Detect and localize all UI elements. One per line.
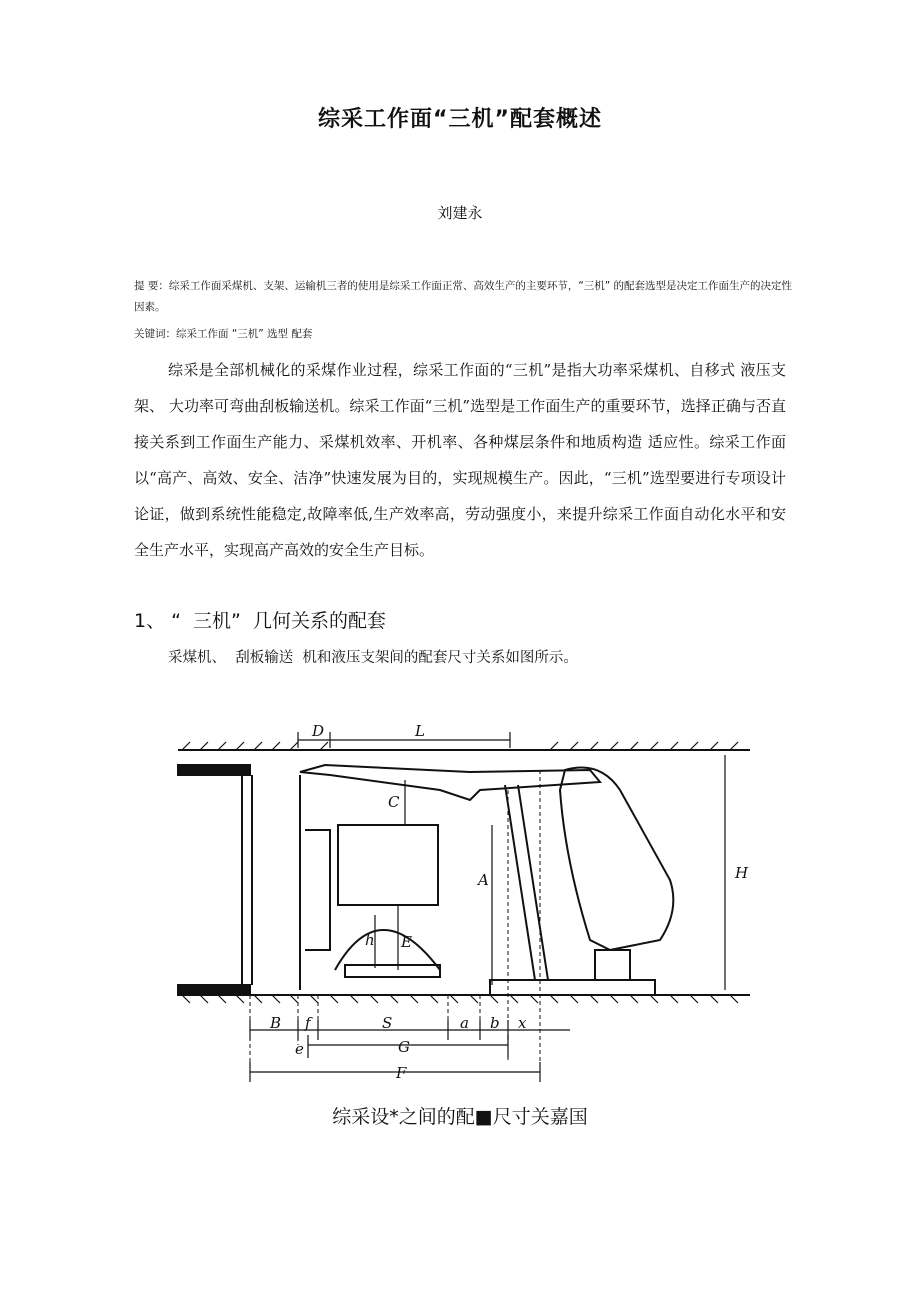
- support-leg: [505, 785, 548, 980]
- body-paragraph: 综采是全部机械化的采煤作业过程，综采工作面的“三机”是指大功率采煤机、自移式 液压支架、 大功率可弯曲刮板输送机。综采工作面“三机”选型是工作面生产的重要环节，选择正确与否直接关系到工作面生产能力、采煤机效率、开机率、各种煤层条件和地质构造 适应性。综采工作面以“高产、高效、安全、洁净”快速发展为目的，实现规模生产。因此，“三机”选型要进行专项设计论证，做到系统性能稳定,故障率低,生产效率高，劳动强度小，来提升综采工作面自动化水平和安全生产水平，实现高产高效的安全生产目标。: [134, 361, 786, 559]
- label-b-big: B: [270, 1014, 282, 1032]
- support-canopy: [300, 765, 600, 800]
- label-f-big: F: [396, 1064, 407, 1082]
- figure-caption: 综采设*之间的配■尺寸关嘉国: [332, 1106, 588, 1128]
- label-b-small: b: [490, 1014, 500, 1032]
- keywords: 关键词：综采工作面 “三机” 选型 配套: [134, 328, 313, 340]
- coal-face-block-bottom: [178, 985, 250, 995]
- equipment-dimension-diagram: [170, 700, 760, 1095]
- label-h-big: H: [735, 864, 749, 882]
- author-name: 刘建永: [437, 204, 483, 222]
- dim-h-small-line: [375, 905, 398, 970]
- abstract: 提 要：综采工作面采煤机、支架、运输机三者的使用是综采工作面正常、高效生产的主要环节，“三机” 的配套选型是决定工作面生产的决定性因素。: [134, 280, 793, 313]
- coal-wall: [242, 770, 252, 990]
- label-e-small: e: [295, 1040, 304, 1058]
- label-h-small: h: [365, 931, 375, 949]
- label-g: G: [398, 1038, 410, 1056]
- label-a-small: a: [460, 1014, 469, 1032]
- dim-row3: [250, 1062, 540, 1082]
- shearer-motor: [338, 825, 438, 905]
- roof-hatching: [182, 742, 738, 750]
- label-d: D: [312, 722, 325, 740]
- label-c: C: [388, 793, 400, 811]
- coal-face-block: [178, 765, 250, 775]
- label-x: x: [518, 1014, 527, 1032]
- label-f-small: f: [305, 1014, 311, 1032]
- extension-lines: [250, 770, 540, 1080]
- base-block: [595, 950, 630, 980]
- section-intro: 采煤机、 刮板输送 机和液压支架间的配套尺寸关系如图所示。: [168, 650, 578, 666]
- floor-hatching: [182, 995, 738, 1003]
- shearer-body: [300, 775, 330, 990]
- section-heading: 1、 “ 三机” 几何关系的配套: [134, 610, 386, 632]
- label-a: A: [478, 871, 489, 889]
- dim-top-line: [298, 732, 510, 748]
- support-base: [490, 980, 655, 995]
- conveyor-pan: [345, 965, 440, 977]
- label-s: S: [382, 1014, 393, 1032]
- document-title: 综采工作面“三机”配套概述: [318, 107, 602, 132]
- label-l: L: [415, 722, 425, 740]
- label-e: E: [401, 933, 412, 951]
- rear-shield: [560, 768, 673, 951]
